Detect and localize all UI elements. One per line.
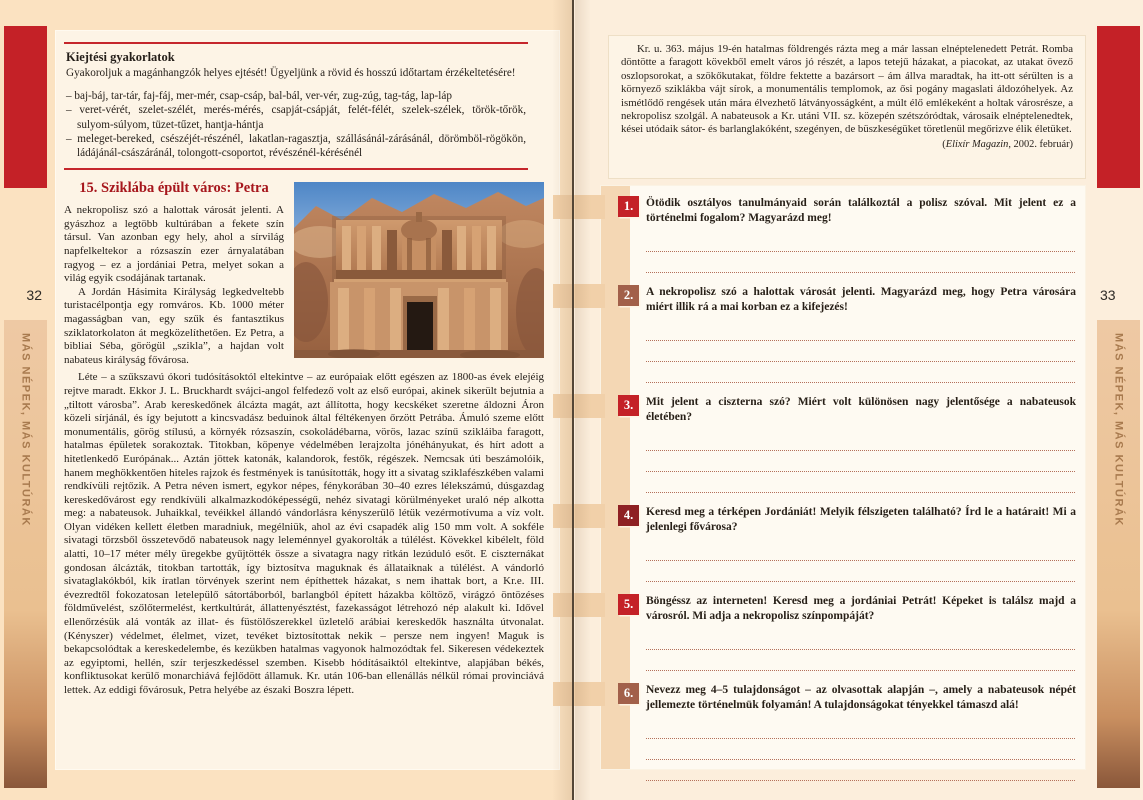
question-number-badge (618, 505, 639, 526)
question-number-badge (618, 594, 639, 615)
question-number: 2. (623, 288, 634, 302)
attribution-rest: , 2002. február) (1008, 138, 1073, 150)
answer-lines (646, 540, 1085, 582)
answer-line (646, 561, 1075, 582)
answer-line (646, 650, 1075, 671)
answer-line (646, 472, 1075, 493)
book-spine (572, 0, 574, 800)
question-text: Ötödik osztályos tanulmányaid során találkoztál a polisz szóval. Mit jelent ez a történelmi fogalom? Magyarázd meg! (646, 197, 1076, 224)
petra-section (64, 180, 544, 697)
left-page-number: 32 (26, 287, 42, 303)
answer-lines (646, 629, 1085, 671)
question-number: 1. (623, 199, 634, 213)
answer-line (646, 540, 1075, 561)
attribution-open: ( (942, 138, 946, 150)
question-text: Böngéssz az interneten! Keresd meg a jordániai Petrát! Képeket is találsz majd a városról. Mi adja a nekropolisz színpompáját? (646, 595, 1076, 622)
question-number-badge (618, 196, 639, 217)
question-text: Nevezz meg 4–5 tulajdonságot – az olvasottak alapján –, amely a nabateusok népét jellemezte történelmük folyamán! A tulajdonságokat tényekkel támaszd alá! (646, 684, 1076, 711)
left-content-panel (55, 30, 560, 770)
question-row (601, 285, 1085, 383)
body-paragraph: A nekropolisz szó a halottak városát jelenti. A gyászhoz a legtöbb kultúrában a fekete szín társul. Van azonban egy hely, ahol a sírvilág napfelkeltekor a rózsaszín ezer árnyalatában ragyog – ez a jordániai Petra, melyet sokan a világ egyik csodájának tartanak. (64, 204, 284, 285)
right-chapter-tab-bar (1097, 320, 1140, 788)
right-chapter-tab-label: MÁS NÉPEK, MÁS KULTÚRÁK (1112, 333, 1125, 527)
answer-line (646, 739, 1075, 760)
right-red-block (1097, 26, 1140, 188)
pronunciation-list (66, 89, 526, 160)
left-chapter-tab-label: MÁS NÉPEK, MÁS KULTÚRÁK (19, 333, 32, 527)
answer-line (646, 362, 1075, 383)
answer-lines (646, 231, 1085, 273)
question-number-badge (618, 285, 639, 306)
pronunciation-box (64, 42, 528, 170)
answer-line (646, 231, 1075, 252)
answer-lines (646, 320, 1085, 383)
body-paragraph: Léte – a szűkszavú ókori tudósításoktól eltekintve – az európaiak előtt egészen az 1800-as évek elejéig rejtve maradt. Ekkor J. L. Bruckhardt svájci-angol felfedező volt az első európai, akinek sikerült bejutnia a „tiltott városba”. Arab kereskedőnek álcázta magát, azt állította, hogy kecskéket szeretne áldozni Áron közeli sírjánál, és így bejutott a kincsvadász beduinok által féltékenyen őrzött Petrába. Ámuló szeme előtt monumentális, görög stílusú, a környék rózsaszín, csokoládébarna, vörös, lazac színű szikláiba faragott, hatalmas épületek sorakoztak. Titokban, köpenye védelmében lerajzolta jónéhányukat, és hírt adott a hitetlenkedő Európának... Aztán jöttek katonák, kalandorok, festők, régészek. Nemcsak úti beszámolóik, hanem meghökkentően hiteles rajzok és festmények is tanúsították, hogy itt a sivatag sziklafészkében valami rendkívüli rejtőzik. A Petra néven ismert, egykor népes, fénykorában 30–40 ezres lélekszámú, dúsgazdag kereskedővárost egy rendkívüli alkalmazkodóképességű, nehéz sivatagi körülményeket uraló nép alkotta meg: a nabateusok. Juhaikkal, tevéikkel állandó vándorlásra kényszerülő létük vezérmotívuma a víz volt. Olyan vidéken kellett életben maradniuk, megélniük, ahol az évi csapadék alig 150 mm volt. A sokféle sivatagi törzsből összetevődő nabateusok nagy leleménnyel gyakorolták a túlélést. Kövekkel kibélelt, föld alatti, 10–17 méter mély üregekbe gyűjtötték össze a sivatagra nagy ritkán lezúduló esőt. E ciszternákat gondosan álcázták, titokban tartották, így biztosítva maguknak és állataiknak a túlélést. A vándorló sivataglakókból, kik íratlan törvények szerint nem építhettek házakat, s nem ihattak bort, a Kr.e. III. évezredtől fokozatosan letelepülő sátortáborból, barlangból épített házakba költöző, virágzó öntözéses földművelést, szőlőtermelést, kertkultúrát, állattenyésztést, fazekasságot létrehozó nép alakult ki. Idővel ellenőrzésük alá vonták az illat- és füstölőszerekkel üzletelő arábiai kereskedők használta útvonalat. (Kényszer) védelmet, élelmet, vizet, tevéket biztosítottak nekik – persze nem ingyen! Maguk is bekapcsolódtak a kereskedelembe, és kezükben hatalmas vagyonok halmozódtak fel. Sikeresen védekeztek az egyiptomi, hellén, szír terjeszkedéssel szemben. Kisebb hódításaiktól eltekintve, alapjában békés, konfliktusokat kerülő monarchiává fejlődött államuk. Kr. után 106-ban ellenállás nélkül római provinciává lettek. Az eddigi fővárosuk, Petra helyébe az északi Boszra lépett. (64, 371, 544, 696)
question-row (601, 594, 1085, 671)
question-row (601, 395, 1085, 493)
question-number-badge (618, 395, 639, 416)
pronunciation-item: – veret-vérét, szelet-szélét, merés-mérés, csapját-csápját, felét-félét, szelek-szélek, török-tőrök, sulyom-súlyom, tüzet-tűzet, hantja-hántja (66, 104, 526, 131)
pronunciation-item: – meleget-bereked, csészéjét-részénél, lakatlan-ragasztja, szállásánál-zárásánál, dörömböl-rögökön, ládájánál-császáránál, tolongott-csoportot, révészénél-kérésénél (66, 132, 526, 160)
questions-panel (600, 185, 1086, 770)
answer-line (646, 430, 1075, 451)
reading-attribution (621, 139, 1073, 150)
answer-line (646, 718, 1075, 739)
question-text: Mit jelent a ciszterna szó? Miért volt különösen nagy jelentősége a nabateusok életében? (646, 396, 1076, 423)
answer-lines (646, 430, 1085, 493)
reading-text: Kr. u. 363. május 19-én hatalmas földrengés rázta meg a már lassan elnéptelenedett Petrát. Romba döntötte a faragott kövekből emelt város jó részét, a lapos tetejű házakat, a piacokat, az utakat övező oszlopsorokat, a szökőkutakat, földre fektette a bazársort – ám állva maradtak, ha itt-ott sérülten is a környező sziklákba vájt sírok, a monumentális templomok, az ősi pogány magaslati áldozóhelyek. Az ismétlődő rengések után mára élvezhető látványosságként, a múlt élő emlékeként a holtak városrésze, a nekropolisz szolgál. A nabateusok a Kr. utáni VII. sz. közepén szétszóródtak, városaik elnéptelenedtek, kései utódaik sátor- és barlanglakóként, szegényen, de büszkeségüket töretlenül megőrizve élik életüket. (621, 43, 1073, 136)
pronunciation-item: – baj-báj, tar-tár, faj-fáj, mer-mér, csap-csáp, bal-bál, ver-vér, zug-zúg, tag-tág, lap-láp (66, 90, 452, 103)
answer-line (646, 320, 1075, 341)
answer-line (646, 629, 1075, 650)
question-row (601, 196, 1085, 273)
section-title: 15. Sziklába épült város: Petra (79, 180, 269, 197)
spine-shadow-left (552, 0, 572, 800)
question-number-badge (618, 683, 639, 704)
question-row (601, 505, 1085, 582)
body-paragraph: A Jordán Hásimita Királyság legkedveltebb turistacélpontja egy romváros. Kb. 1000 méter magasságban van, egy szűk és fantasztikus sziklatorkolaton át megközelíthetően. Ez Petra, a bibliai Séba, görögül „szikla”, a hajdan volt nabateus királyság fővárosa. (64, 285, 284, 366)
attribution-source: Elixír Magazin (945, 138, 1009, 150)
pronunciation-intro: Gyakoroljuk a magánhangzók helyes ejtését! Ügyeljünk a rövid és hosszú időtartam érzékeltetésére! (66, 67, 516, 79)
answer-line (646, 341, 1075, 362)
spine-shadow-right (575, 0, 591, 800)
question-row (601, 683, 1085, 781)
left-chapter-tab-bar (4, 320, 47, 788)
reading-box (608, 35, 1086, 179)
question-number: 5. (623, 597, 634, 611)
question-number: 3. (623, 398, 634, 412)
petra-photo (294, 182, 544, 358)
pronunciation-title: Kiejtési gyakorlatok (66, 50, 175, 64)
question-text: A nekropolisz szó a halottak városát jelenti. Magyarázd meg, hogy Petra városára miért illik rá a mai korban ez a kifejezés! (646, 286, 1076, 313)
left-red-block (4, 26, 47, 188)
answer-line (646, 252, 1075, 273)
answer-line (646, 451, 1075, 472)
right-page-number: 33 (1100, 287, 1116, 303)
questions-list (601, 186, 1085, 781)
answer-lines (646, 718, 1085, 781)
question-text: Keresd meg a térképen Jordániát! Melyik félszigeten található? Írd le a határait! Mi a jelenlegi fővárosa? (646, 506, 1076, 533)
answer-line (646, 760, 1075, 781)
question-number: 4. (623, 508, 634, 522)
question-number: 6. (623, 686, 634, 700)
